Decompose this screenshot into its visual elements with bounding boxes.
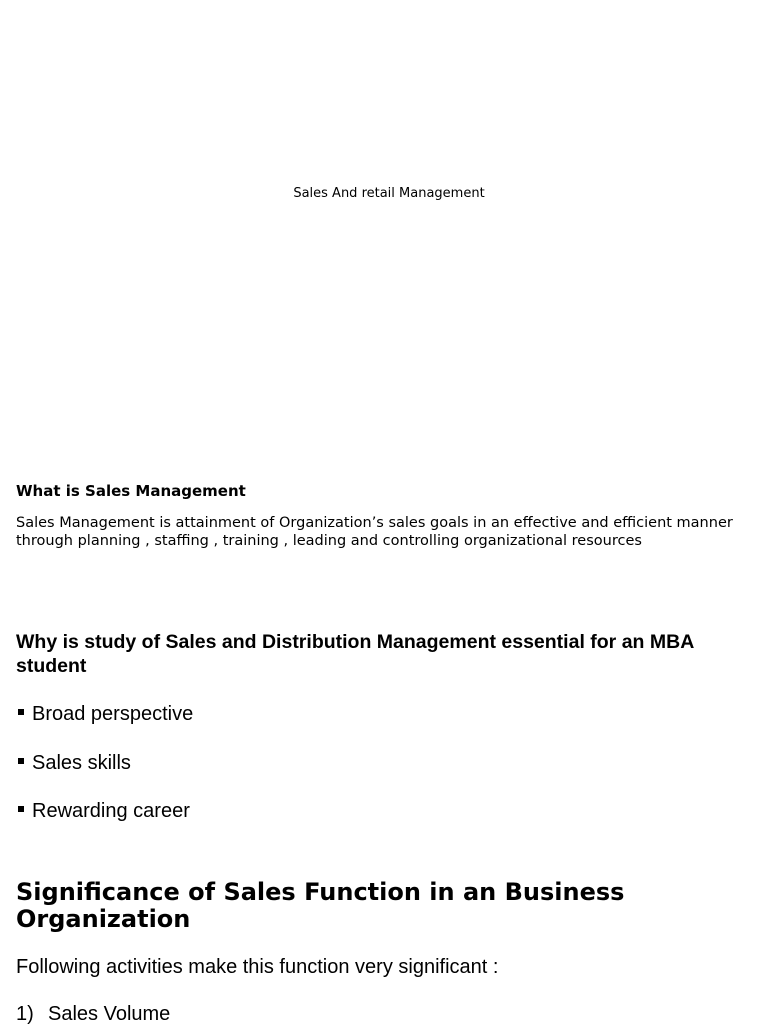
bullet-icon [18, 709, 24, 715]
document-title: Sales And retail Management [293, 186, 485, 201]
significance-intro: Following activities make this function very significant : [16, 956, 499, 978]
section-heading-why-study: Why is study of Sales and Distribution Management essential for an MBA student [16, 631, 694, 677]
bullet-icon [18, 758, 24, 764]
reasons-list [16, 700, 193, 846]
list-item [16, 749, 193, 798]
list-item-label: Rewarding career [32, 800, 190, 822]
list-item [16, 797, 193, 846]
section-heading-sales-management: What is Sales Management [16, 482, 246, 500]
section-heading-significance: Significance of Sales Function in an Business Organization [16, 878, 625, 933]
bullet-icon [18, 806, 24, 812]
list-item-label: Broad perspective [32, 703, 194, 725]
list-item-label: Sales skills [32, 751, 131, 774]
list-number: 1) [16, 1003, 34, 1025]
list-item [16, 700, 193, 749]
sales-management-definition: Sales Management is attainment of Organization’s sales goals in an effective and efficient manner through planning , staffing , training , leading and controlling organizational resources [16, 515, 733, 549]
list-item-label: Sales Volume [48, 1003, 171, 1025]
